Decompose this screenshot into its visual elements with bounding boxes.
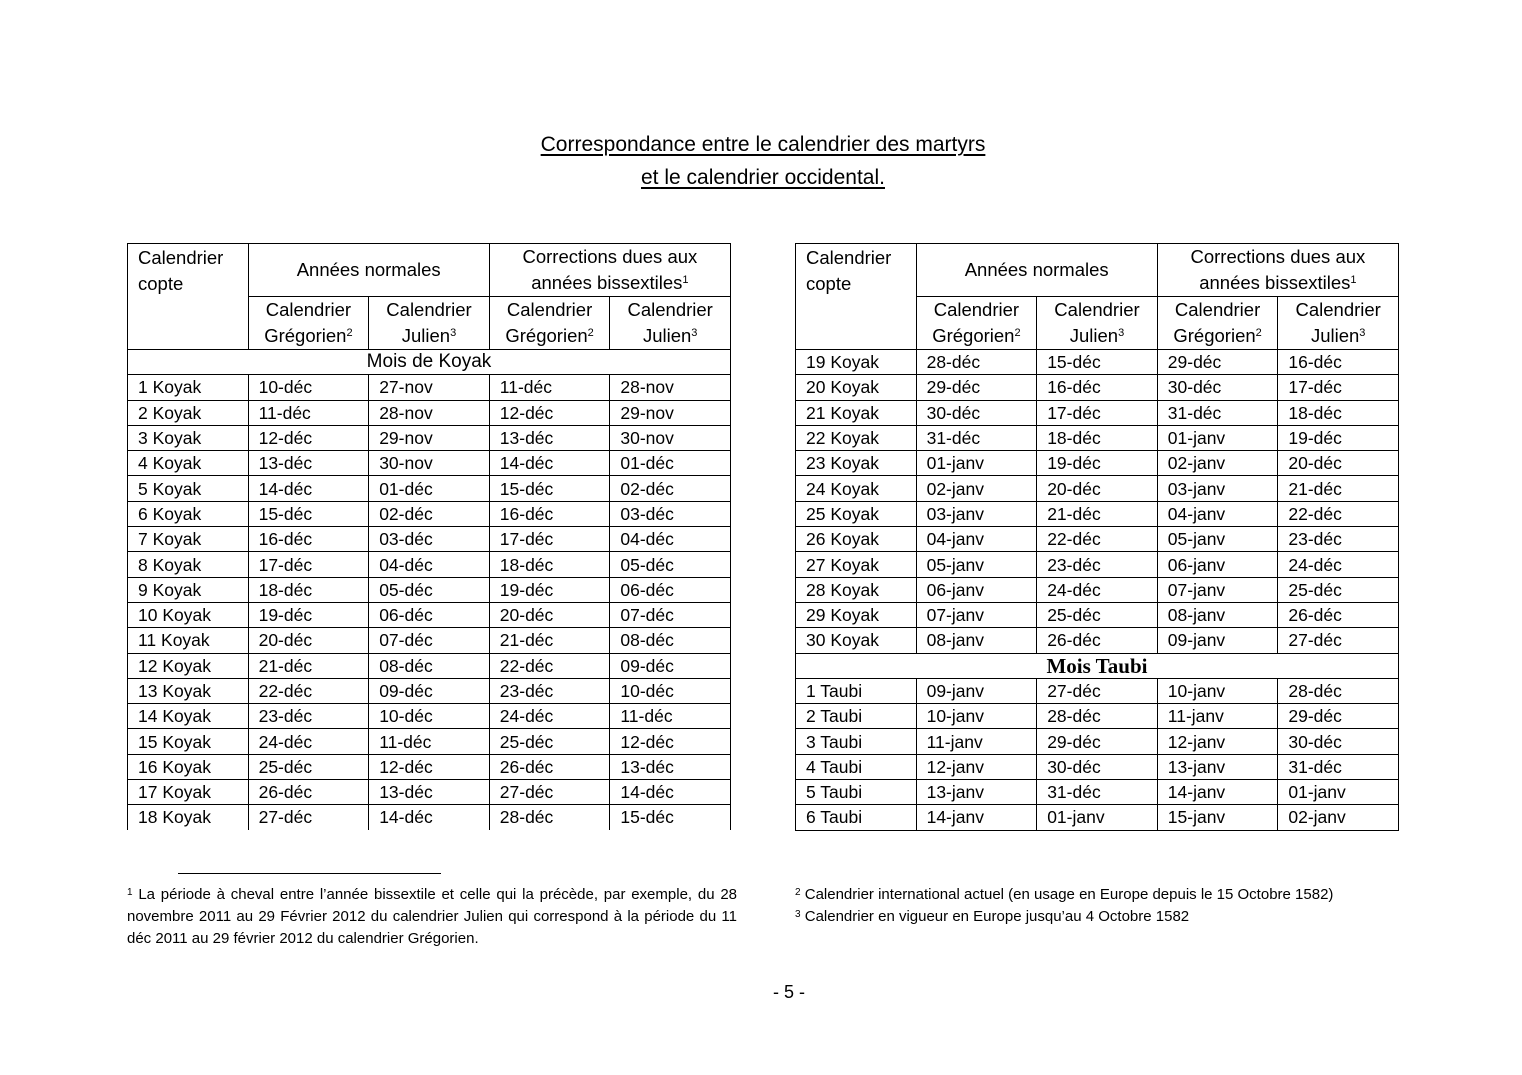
gregorien-normal-cell: 17-déc (248, 552, 369, 577)
footnotes-2-3 (795, 884, 1415, 928)
copte-date-cell: 17 Koyak (128, 780, 249, 805)
gregorien-normal-cell: 25-déc (248, 754, 369, 779)
julien-normal-cell: 30-déc (1037, 754, 1158, 779)
table-row (796, 375, 1399, 400)
julien-normal-cell: 08-déc (369, 653, 490, 678)
julien-normal-cell: 31-déc (1037, 780, 1158, 805)
table-row (796, 577, 1399, 602)
table-row (128, 628, 731, 653)
julien-bissextile-cell: 06-déc (610, 577, 731, 602)
copte-date-cell: 4 Taubi (796, 754, 917, 779)
gregorien-normal-cell: 06-janv (916, 577, 1037, 602)
table-row (796, 552, 1399, 577)
julien-normal-cell: 11-déc (369, 729, 490, 754)
copte-date-cell: 19 Koyak (796, 350, 917, 375)
gregorien-normal-cell: 24-déc (248, 729, 369, 754)
julien-bissextile-cell: 20-déc (1278, 451, 1399, 476)
table-row (128, 476, 731, 501)
julien-bissextile-cell: 09-déc (610, 653, 731, 678)
footnote-3: $^3$ Calendrier en vigueur en Europe jusqu’au 4 Octobre 1582 (795, 908, 1190, 925)
julien-normal-cell: 07-déc (369, 628, 490, 653)
header-calendrier-copte: Calendrier copte (128, 244, 249, 350)
julien-bissextile-cell: 28-nov (610, 375, 731, 400)
julien-normal-cell: 23-déc (1037, 552, 1158, 577)
julien-bissextile-cell: 05-déc (610, 552, 731, 577)
gregorien-normal-cell: 31-déc (916, 425, 1037, 450)
table-row (796, 476, 1399, 501)
julien-normal-cell: 18-déc (1037, 425, 1158, 450)
header-corrections-bissextiles: Corrections dues aux années bissextiles$^1$ (1157, 244, 1398, 297)
table-row (796, 451, 1399, 476)
gregorien-bissextile-cell: 12-janv (1157, 729, 1278, 754)
table-row (128, 375, 731, 400)
gregorien-bissextile-cell: 13-janv (1157, 754, 1278, 779)
table-row (128, 602, 731, 627)
julien-bissextile-cell: 25-déc (1278, 577, 1399, 602)
gregorien-normal-cell: 19-déc (248, 602, 369, 627)
table-row (128, 729, 731, 754)
julien-bissextile-cell: 11-déc (610, 704, 731, 729)
gregorien-normal-cell: 05-janv (916, 552, 1037, 577)
table-row (128, 780, 731, 805)
copte-date-cell: 11 Koyak (128, 628, 249, 653)
gregorien-bissextile-cell: 25-déc (489, 729, 610, 754)
table-row (796, 425, 1399, 450)
copte-date-cell: 5 Koyak (128, 476, 249, 501)
julien-normal-cell: 17-déc (1037, 400, 1158, 425)
julien-bissextile-cell: 30-déc (1278, 729, 1399, 754)
julien-bissextile-cell: 18-déc (1278, 400, 1399, 425)
gregorien-normal-cell: 21-déc (248, 653, 369, 678)
julien-normal-cell: 19-déc (1037, 451, 1158, 476)
gregorien-normal-cell: 12-janv (916, 754, 1037, 779)
header-julien-normal: Calendrier Julien$^3$ (1037, 297, 1158, 350)
copte-date-cell: 13 Koyak (128, 678, 249, 703)
gregorien-normal-cell: 02-janv (916, 476, 1037, 501)
copte-date-cell: 3 Taubi (796, 729, 917, 754)
table-row (128, 704, 731, 729)
julien-bissextile-cell: 26-déc (1278, 602, 1399, 627)
copte-date-cell: 7 Koyak (128, 527, 249, 552)
header-corrections-bissextiles: Corrections dues aux années bissextiles$^1$ (489, 244, 730, 297)
julien-normal-cell: 28-déc (1037, 704, 1158, 729)
julien-normal-cell: 22-déc (1037, 527, 1158, 552)
copte-date-cell: 21 Koyak (796, 400, 917, 425)
copte-date-cell: 29 Koyak (796, 602, 917, 627)
gregorien-bissextile-cell: 14-déc (489, 451, 610, 476)
julien-normal-cell: 27-déc (1037, 678, 1158, 703)
copte-date-cell: 5 Taubi (796, 780, 917, 805)
gregorien-bissextile-cell: 13-déc (489, 425, 610, 450)
julien-bissextile-cell: 28-déc (1278, 678, 1399, 703)
copte-date-cell: 1 Koyak (128, 375, 249, 400)
julien-normal-cell: 13-déc (369, 780, 490, 805)
copte-date-cell: 8 Koyak (128, 552, 249, 577)
julien-normal-cell: 10-déc (369, 704, 490, 729)
gregorien-bissextile-cell: 06-janv (1157, 552, 1278, 577)
gregorien-bissextile-cell: 02-janv (1157, 451, 1278, 476)
julien-normal-cell: 24-déc (1037, 577, 1158, 602)
header-gregorien-normal: Calendrier Grégorien$^2$ (248, 297, 369, 350)
copte-date-cell: 14 Koyak (128, 704, 249, 729)
gregorien-normal-cell: 11-janv (916, 729, 1037, 754)
table-row (796, 628, 1399, 653)
table-row (128, 653, 731, 678)
table-row (128, 501, 731, 526)
table-row (128, 754, 731, 779)
table-row (128, 527, 731, 552)
gregorien-bissextile-cell: 23-déc (489, 678, 610, 703)
table-row (128, 678, 731, 703)
gregorien-bissextile-cell: 07-janv (1157, 577, 1278, 602)
copte-date-cell: 4 Koyak (128, 451, 249, 476)
copte-date-cell: 24 Koyak (796, 476, 917, 501)
julien-normal-cell: 25-déc (1037, 602, 1158, 627)
julien-bissextile-cell: 17-déc (1278, 375, 1399, 400)
copte-date-cell: 30 Koyak (796, 628, 917, 653)
copte-date-cell: 12 Koyak (128, 653, 249, 678)
table-row (796, 780, 1399, 805)
gregorien-bissextile-cell: 22-déc (489, 653, 610, 678)
gregorien-bissextile-cell: 15-janv (1157, 805, 1278, 830)
julien-bissextile-cell: 12-déc (610, 729, 731, 754)
julien-bissextile-cell: 16-déc (1278, 350, 1399, 375)
julien-bissextile-cell: 01-déc (610, 451, 731, 476)
gregorien-normal-cell: 26-déc (248, 780, 369, 805)
julien-bissextile-cell: 15-déc (610, 805, 731, 830)
header-annees-normales: Années normales (916, 244, 1157, 297)
gregorien-bissextile-cell: 11-déc (489, 375, 610, 400)
julien-bissextile-cell: 13-déc (610, 754, 731, 779)
julien-bissextile-cell: 07-déc (610, 602, 731, 627)
julien-bissextile-cell: 04-déc (610, 527, 731, 552)
julien-normal-cell: 02-déc (369, 501, 490, 526)
gregorien-bissextile-cell: 08-janv (1157, 602, 1278, 627)
page-number: - 5 - (772, 982, 805, 1002)
table-row (796, 350, 1399, 375)
julien-bissextile-cell: 30-nov (610, 425, 731, 450)
gregorien-bissextile-cell: 27-déc (489, 780, 610, 805)
gregorien-bissextile-cell: 11-janv (1157, 704, 1278, 729)
header-gregorien-bissextile: Calendrier Grégorien$^2$ (489, 297, 610, 350)
gregorien-normal-cell: 12-déc (248, 425, 369, 450)
footnote-1: $^1$ La période à cheval entre l’année bissextile et celle qui la précède, par exemple, du 28 novembre 2011 au 29 Février 2012 du calendrier Julien qui correspond à la période du 11 déc 2011 au 29 février 2012 du calendrier Grégorien. (127, 886, 737, 947)
julien-bissextile-cell: 24-déc (1278, 552, 1399, 577)
julien-normal-cell: 29-déc (1037, 729, 1158, 754)
correspondence-table-right (795, 243, 1399, 831)
gregorien-normal-cell: 10-déc (248, 375, 369, 400)
gregorien-normal-cell: 18-déc (248, 577, 369, 602)
header-julien-normal: Calendrier Julien$^3$ (369, 297, 490, 350)
table-row (128, 425, 731, 450)
header-julien-bissextile: Calendrier Julien$^3$ (610, 297, 731, 350)
gregorien-normal-cell: 29-déc (916, 375, 1037, 400)
gregorien-bissextile-cell: 15-déc (489, 476, 610, 501)
gregorien-bissextile-cell: 03-janv (1157, 476, 1278, 501)
gregorien-bissextile-cell: 30-déc (1157, 375, 1278, 400)
gregorien-normal-cell: 23-déc (248, 704, 369, 729)
julien-bissextile-cell: 03-déc (610, 501, 731, 526)
copte-date-cell: 6 Taubi (796, 805, 917, 830)
julien-bissextile-cell: 23-déc (1278, 527, 1399, 552)
header-calendrier-copte: Calendrier copte (796, 244, 917, 350)
month-row-taubi (796, 653, 1399, 678)
footnote-2: $^2$ Calendrier international actuel (en usage en Europe depuis le 15 Octobre 1582) (795, 886, 1334, 903)
copte-date-cell: 28 Koyak (796, 577, 917, 602)
julien-normal-cell: 01-janv (1037, 805, 1158, 830)
gregorien-normal-cell: 15-déc (248, 501, 369, 526)
julien-bissextile-cell: 19-déc (1278, 425, 1399, 450)
copte-date-cell: 22 Koyak (796, 425, 917, 450)
gregorien-normal-cell: 28-déc (916, 350, 1037, 375)
gregorien-bissextile-cell: 20-déc (489, 602, 610, 627)
copte-date-cell: 15 Koyak (128, 729, 249, 754)
copte-date-cell: 9 Koyak (128, 577, 249, 602)
copte-date-cell: 2 Taubi (796, 704, 917, 729)
julien-normal-cell: 01-déc (369, 476, 490, 501)
julien-bissextile-cell: 22-déc (1278, 501, 1399, 526)
julien-normal-cell: 20-déc (1037, 476, 1158, 501)
copte-date-cell: 1 Taubi (796, 678, 917, 703)
title-line-2: et le calendrier occidental. (641, 166, 885, 189)
julien-bissextile-cell: 14-déc (610, 780, 731, 805)
gregorien-bissextile-cell: 21-déc (489, 628, 610, 653)
gregorien-bissextile-cell: 12-déc (489, 400, 610, 425)
gregorien-normal-cell: 04-janv (916, 527, 1037, 552)
julien-bissextile-cell: 31-déc (1278, 754, 1399, 779)
gregorien-normal-cell: 16-déc (248, 527, 369, 552)
gregorien-bissextile-cell: 04-janv (1157, 501, 1278, 526)
table-row (796, 602, 1399, 627)
gregorien-normal-cell: 30-déc (916, 400, 1037, 425)
julien-bissextile-cell: 01-janv (1278, 780, 1399, 805)
copte-date-cell: 25 Koyak (796, 501, 917, 526)
julien-normal-cell: 29-nov (369, 425, 490, 450)
gregorien-normal-cell: 08-janv (916, 628, 1037, 653)
copte-date-cell: 18 Koyak (128, 805, 249, 830)
gregorien-bissextile-cell: 19-déc (489, 577, 610, 602)
julien-bissextile-cell: 29-déc (1278, 704, 1399, 729)
copte-date-cell: 26 Koyak (796, 527, 917, 552)
gregorien-bissextile-cell: 28-déc (489, 805, 610, 830)
julien-bissextile-cell: 21-déc (1278, 476, 1399, 501)
julien-normal-cell: 04-déc (369, 552, 490, 577)
footnote-separator (178, 873, 441, 874)
copte-date-cell: 10 Koyak (128, 602, 249, 627)
month-label: Mois Taubi (796, 653, 1399, 678)
table-row (796, 704, 1399, 729)
table-row (796, 805, 1399, 830)
julien-normal-cell: 15-déc (1037, 350, 1158, 375)
gregorien-normal-cell: 20-déc (248, 628, 369, 653)
gregorien-bissextile-cell: 10-janv (1157, 678, 1278, 703)
gregorien-normal-cell: 01-janv (916, 451, 1037, 476)
table-row (796, 754, 1399, 779)
gregorien-normal-cell: 13-déc (248, 451, 369, 476)
julien-bissextile-cell: 29-nov (610, 400, 731, 425)
julien-normal-cell: 16-déc (1037, 375, 1158, 400)
gregorien-normal-cell: 22-déc (248, 678, 369, 703)
gregorien-bissextile-cell: 14-janv (1157, 780, 1278, 805)
gregorien-normal-cell: 13-janv (916, 780, 1037, 805)
correspondence-table-left (127, 243, 731, 830)
gregorien-bissextile-cell: 05-janv (1157, 527, 1278, 552)
gregorien-bissextile-cell: 26-déc (489, 754, 610, 779)
gregorien-normal-cell: 10-janv (916, 704, 1037, 729)
julien-normal-cell: 28-nov (369, 400, 490, 425)
gregorien-bissextile-cell: 24-déc (489, 704, 610, 729)
gregorien-bissextile-cell: 16-déc (489, 501, 610, 526)
copte-date-cell: 27 Koyak (796, 552, 917, 577)
month-row-koyak (128, 350, 731, 375)
gregorien-normal-cell: 11-déc (248, 400, 369, 425)
table-row (128, 451, 731, 476)
gregorien-normal-cell: 14-janv (916, 805, 1037, 830)
gregorien-bissextile-cell: 09-janv (1157, 628, 1278, 653)
julien-normal-cell: 30-nov (369, 451, 490, 476)
header-julien-bissextile: Calendrier Julien$^3$ (1278, 297, 1399, 350)
copte-date-cell: 16 Koyak (128, 754, 249, 779)
document-title (0, 128, 1522, 194)
table-row (128, 577, 731, 602)
copte-date-cell: 3 Koyak (128, 425, 249, 450)
gregorien-normal-cell: 03-janv (916, 501, 1037, 526)
julien-normal-cell: 27-nov (369, 375, 490, 400)
gregorien-normal-cell: 14-déc (248, 476, 369, 501)
gregorien-bissextile-cell: 01-janv (1157, 425, 1278, 450)
julien-bissextile-cell: 02-déc (610, 476, 731, 501)
header-gregorien-normal: Calendrier Grégorien$^2$ (916, 297, 1037, 350)
gregorien-bissextile-cell: 17-déc (489, 527, 610, 552)
gregorien-normal-cell: 27-déc (248, 805, 369, 830)
julien-normal-cell: 14-déc (369, 805, 490, 830)
julien-normal-cell: 05-déc (369, 577, 490, 602)
gregorien-normal-cell: 09-janv (916, 678, 1037, 703)
gregorien-bissextile-cell: 18-déc (489, 552, 610, 577)
title-line-1: Correspondance entre le calendrier des martyrs (540, 133, 986, 156)
julien-normal-cell: 21-déc (1037, 501, 1158, 526)
table-row (128, 400, 731, 425)
table-row (796, 400, 1399, 425)
julien-normal-cell: 03-déc (369, 527, 490, 552)
julien-normal-cell: 12-déc (369, 754, 490, 779)
table-row (796, 729, 1399, 754)
table-row (128, 552, 731, 577)
julien-bissextile-cell: 08-déc (610, 628, 731, 653)
table-row (796, 678, 1399, 703)
gregorien-normal-cell: 07-janv (916, 602, 1037, 627)
table-row (128, 805, 731, 830)
header-annees-normales: Années normales (248, 244, 489, 297)
header-gregorien-bissextile: Calendrier Grégorien$^2$ (1157, 297, 1278, 350)
month-label: Mois de Koyak (128, 350, 731, 375)
table-row (796, 501, 1399, 526)
gregorien-bissextile-cell: 31-déc (1157, 400, 1278, 425)
julien-bissextile-cell: 10-déc (610, 678, 731, 703)
copte-date-cell: 20 Koyak (796, 375, 917, 400)
julien-normal-cell: 26-déc (1037, 628, 1158, 653)
copte-date-cell: 6 Koyak (128, 501, 249, 526)
julien-normal-cell: 06-déc (369, 602, 490, 627)
table-row (796, 527, 1399, 552)
gregorien-bissextile-cell: 29-déc (1157, 350, 1278, 375)
copte-date-cell: 23 Koyak (796, 451, 917, 476)
julien-bissextile-cell: 27-déc (1278, 628, 1399, 653)
copte-date-cell: 2 Koyak (128, 400, 249, 425)
julien-normal-cell: 09-déc (369, 678, 490, 703)
julien-bissextile-cell: 02-janv (1278, 805, 1399, 830)
